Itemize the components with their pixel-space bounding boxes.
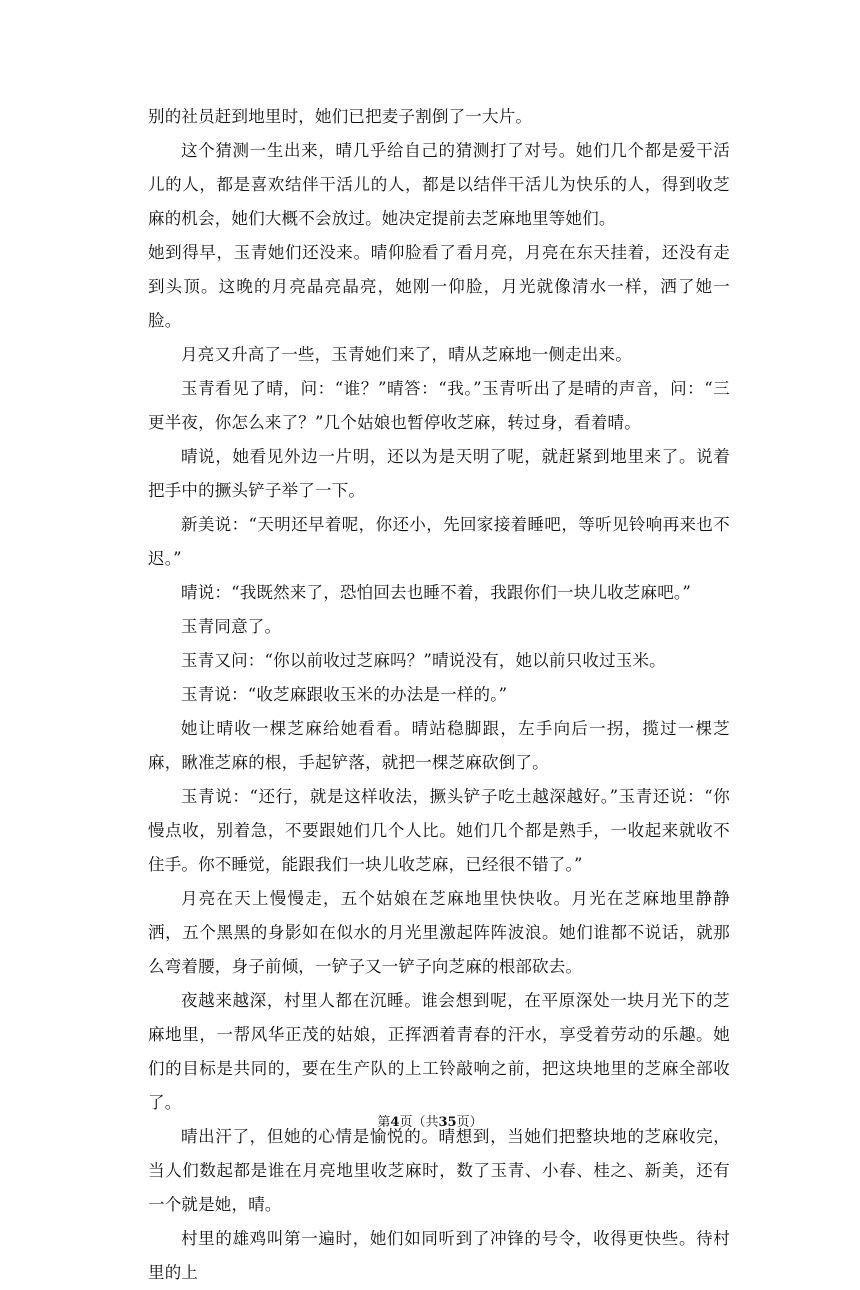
paragraph: 这个猜测一生出来，晴几乎给自己的猜测打了对号。她们几个都是爱干活儿的人，都是喜欢结伴干活儿的人，都是以结伴干活儿为快乐的人，得到收芝麻的机会，她们大概不会放过。她决定提前去芝麻地里等她们。 [148, 141, 730, 228]
paragraph: 玉青说：“还行，就是这样收法，撅头铲子吃土越深越好。”玉青还说：“你慢点收，别着急，不要跟她们几个人比。她们几个都是熟手，一收起来就收不住手。你不睡觉，能跟我们一块儿收芝麻，已经很不错了。” [148, 787, 730, 874]
footer-suffix: 页） [456, 1115, 483, 1130]
paragraph: 玉青看见了晴，问：“谁？”晴答：“我。”玉青听出了是晴的声音，问：“三更半夜，你怎么来了？”几个姑娘也暂停收芝麻，转过身，看着晴。 [148, 379, 730, 432]
article-body [148, 100, 730, 1290]
paragraph: 她让晴收一棵芝麻给她看看。晴站稳脚跟，左手向后一拐，揽过一棵芝麻，瞅准芝麻的根，手起铲落，就把一棵芝麻砍倒了。 [148, 719, 730, 772]
paragraph: 村里的雄鸡叫第一遍时，她们如同听到了冲锋的号令，收得更快些。待村里的上 [148, 1229, 730, 1282]
paragraph: 玉青又问：“你以前收过芝麻吗？”晴说没有，她以前只收过玉米。 [181, 651, 666, 670]
paragraph: 月亮又升高了一些，玉青她们来了，晴从芝麻地一侧走出来。 [181, 345, 632, 364]
footer-prefix: 第 [377, 1115, 391, 1130]
page-number: 4 [390, 1115, 400, 1130]
paragraph: 她到得早，玉青她们还没来。晴仰脸看了看月亮，月亮在东天挂着，还没有走到头顶。这晚的月亮晶亮晶亮，她刚一仰脸，月光就像清水一样，洒了她一脸。 [148, 243, 730, 330]
paragraph: 晴说，她看见外边一片明，还以为是天明了呢，就赶紧到地里来了。说着把手中的撅头铲子举了一下。 [148, 447, 730, 500]
paragraph: 晴说：“我既然来了，恐怕回去也睡不着，我跟你们一块儿收芝麻吧。” [181, 583, 692, 602]
paragraph: 新美说：“天明还早着呢，你还小，先回家接着睡吧，等听见铃响再来也不迟。” [148, 515, 730, 568]
page-total: 35 [438, 1115, 457, 1130]
page-footer [0, 1113, 860, 1133]
paragraph: 夜越来越深，村里人都在沉睡。谁会想到呢，在平原深处一块月光下的芝麻地里，一帮风华正茂的姑娘，正挥洒着青春的汗水，享受着劳动的乐趣。她们的目标是共同的，要在生产队的上工铃敲响之前，把这块地里的芝麻全部收了。 [148, 991, 730, 1112]
paragraph: 晴出汗了，但她的心情是愉悦的。晴想到，当她们把整块地的芝麻收完，当人们数起都是谁在月亮地里收芝麻时，数了玉青、小春、桂之、新美，还有一个就是她，晴。 [148, 1127, 730, 1214]
paragraph: 玉青说：“收芝麻跟收玉米的办法是一样的。” [181, 685, 508, 704]
paragraph: 玉青同意了。 [181, 617, 282, 636]
paragraph: 别的社员赶到地里时，她们已把麦子割倒了一大片。 [148, 107, 533, 126]
footer-middle: 页（共 [399, 1115, 439, 1130]
paragraph: 月亮在天上慢慢走，五个姑娘在芝麻地里快快收。月光在芝麻地里静静洒，五个黑黑的身影如在似水的月光里激起阵阵波浪。她们谁都不说话，就那么弯着腰，身子前倾，一铲子又一铲子向芝麻的根部砍去。 [148, 889, 730, 976]
